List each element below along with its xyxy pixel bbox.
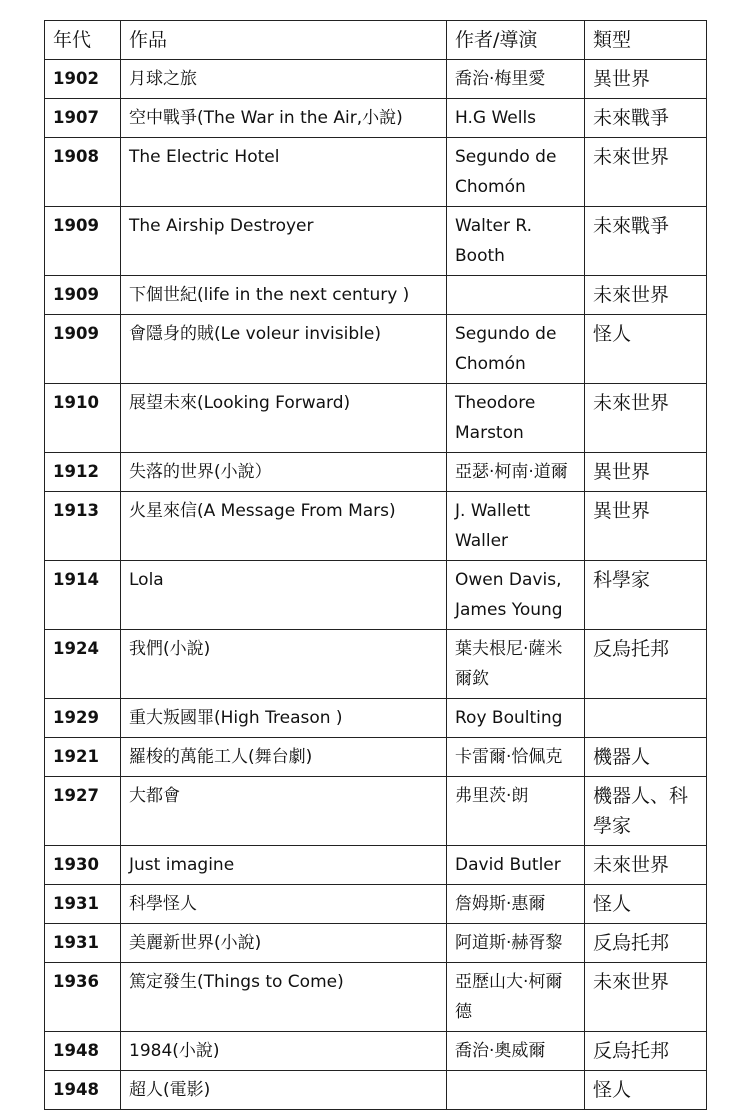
cell-year: 1921 — [45, 738, 121, 777]
table-row — [45, 276, 707, 315]
cell-year: 1930 — [45, 846, 121, 885]
cell-year: 1924 — [45, 630, 121, 699]
cell-work: 大都會 — [121, 777, 447, 846]
header-type: 類型 — [585, 21, 707, 60]
cell-author: David Butler — [447, 846, 585, 885]
table-row — [45, 777, 707, 846]
cell-type: 怪人 — [585, 1071, 707, 1110]
cell-author: 亞歷山大·柯爾德 — [447, 963, 585, 1032]
cell-year: 1910 — [45, 384, 121, 453]
cell-work: 月球之旅 — [121, 60, 447, 99]
cell-author: 亞瑟·柯南·道爾 — [447, 453, 585, 492]
cell-type: 機器人 — [585, 738, 707, 777]
cell-work: 羅梭的萬能工人(舞台劇) — [121, 738, 447, 777]
cell-year: 1913 — [45, 492, 121, 561]
cell-type: 未來世界 — [585, 963, 707, 1032]
cell-type: 異世界 — [585, 453, 707, 492]
cell-year: 1927 — [45, 777, 121, 846]
cell-type: 未來世界 — [585, 384, 707, 453]
cell-type: 異世界 — [585, 60, 707, 99]
cell-year: 1936 — [45, 963, 121, 1032]
cell-type: 未來戰爭 — [585, 207, 707, 276]
cell-author: Owen Davis, James Young — [447, 561, 585, 630]
cell-year: 1931 — [45, 885, 121, 924]
cell-work: The Airship Destroyer — [121, 207, 447, 276]
cell-author: 弗里茨·朗 — [447, 777, 585, 846]
table-row — [45, 885, 707, 924]
cell-type: 未來世界 — [585, 846, 707, 885]
cell-author: 詹姆斯·惠爾 — [447, 885, 585, 924]
header-year: 年代 — [45, 21, 121, 60]
cell-work: 美麗新世界(小說) — [121, 924, 447, 963]
table-header-row — [45, 21, 707, 60]
cell-year: 1948 — [45, 1032, 121, 1071]
cell-work: 科學怪人 — [121, 885, 447, 924]
table-row — [45, 630, 707, 699]
table-row — [45, 99, 707, 138]
table-row — [45, 453, 707, 492]
table-row — [45, 738, 707, 777]
cell-type: 異世界 — [585, 492, 707, 561]
cell-type: 怪人 — [585, 315, 707, 384]
cell-year: 1931 — [45, 924, 121, 963]
table-row — [45, 315, 707, 384]
table-row — [45, 60, 707, 99]
cell-year: 1929 — [45, 699, 121, 738]
cell-year: 1948 — [45, 1071, 121, 1110]
cell-work: 會隱身的賊(Le voleur invisible) — [121, 315, 447, 384]
table-row — [45, 924, 707, 963]
cell-year: 1912 — [45, 453, 121, 492]
cell-work: The Electric Hotel — [121, 138, 447, 207]
cell-work: 篤定發生(Things to Come) — [121, 963, 447, 1032]
cell-work: 火星來信(A Message From Mars) — [121, 492, 447, 561]
header-author: 作者/導演 — [447, 21, 585, 60]
cell-type: 反烏托邦 — [585, 1032, 707, 1071]
table-row — [45, 963, 707, 1032]
cell-author: 葉夫根尼·薩米爾欽 — [447, 630, 585, 699]
cell-work: 我們(小說) — [121, 630, 447, 699]
cell-work: 失落的世界(小說） — [121, 453, 447, 492]
cell-type — [585, 699, 707, 738]
cell-work: Just imagine — [121, 846, 447, 885]
cell-author: Segundo de Chomón — [447, 315, 585, 384]
cell-year: 1914 — [45, 561, 121, 630]
cell-type: 反烏托邦 — [585, 924, 707, 963]
scifi-works-table — [44, 20, 707, 1110]
cell-author: 喬治·奧威爾 — [447, 1032, 585, 1071]
table-row — [45, 1032, 707, 1071]
cell-work: 展望未來(Looking Forward) — [121, 384, 447, 453]
cell-author — [447, 276, 585, 315]
table-row — [45, 699, 707, 738]
cell-author: Walter R. Booth — [447, 207, 585, 276]
cell-work: 1984(小說) — [121, 1032, 447, 1071]
cell-work: 下個世紀(life in the next century ) — [121, 276, 447, 315]
cell-work: 重大叛國罪(High Treason ) — [121, 699, 447, 738]
cell-author: 喬治·梅里愛 — [447, 60, 585, 99]
cell-work: 空中戰爭(The War in the Air,小說) — [121, 99, 447, 138]
table-row — [45, 492, 707, 561]
cell-type: 未來世界 — [585, 276, 707, 315]
cell-type: 未來戰爭 — [585, 99, 707, 138]
table-row — [45, 1071, 707, 1110]
cell-type: 科學家 — [585, 561, 707, 630]
table-row — [45, 138, 707, 207]
cell-type: 未來世界 — [585, 138, 707, 207]
cell-author: J. Wallett Waller — [447, 492, 585, 561]
cell-type: 機器人、科學家 — [585, 777, 707, 846]
cell-year: 1909 — [45, 207, 121, 276]
cell-type: 怪人 — [585, 885, 707, 924]
cell-author: Roy Boulting — [447, 699, 585, 738]
cell-work: Lola — [121, 561, 447, 630]
cell-author: Theodore Marston — [447, 384, 585, 453]
cell-author: Segundo de Chomón — [447, 138, 585, 207]
table-row — [45, 846, 707, 885]
cell-year: 1908 — [45, 138, 121, 207]
cell-author: 卡雷爾·恰佩克 — [447, 738, 585, 777]
table-row — [45, 207, 707, 276]
table-row — [45, 384, 707, 453]
cell-author — [447, 1071, 585, 1110]
cell-year: 1902 — [45, 60, 121, 99]
cell-work: 超人(電影) — [121, 1071, 447, 1110]
cell-year: 1909 — [45, 315, 121, 384]
cell-author: 阿道斯·赫胥黎 — [447, 924, 585, 963]
cell-year: 1907 — [45, 99, 121, 138]
table-row — [45, 561, 707, 630]
cell-year: 1909 — [45, 276, 121, 315]
header-work: 作品 — [121, 21, 447, 60]
cell-author: H.G Wells — [447, 99, 585, 138]
cell-type: 反烏托邦 — [585, 630, 707, 699]
